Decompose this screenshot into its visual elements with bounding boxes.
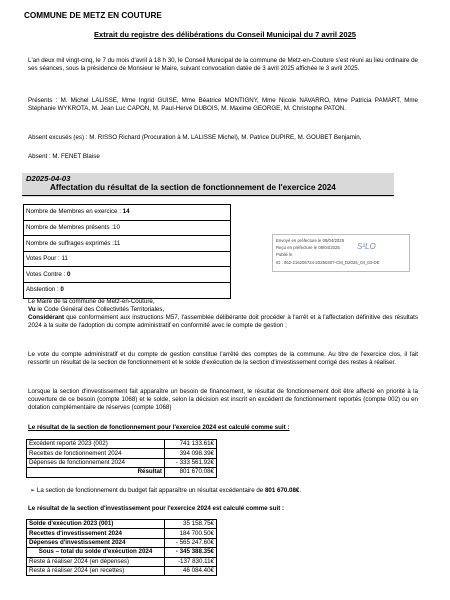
row-value: 184 700.50€	[165, 529, 217, 538]
row-value: - 333 561.92€	[165, 458, 217, 467]
votes-row	[24, 267, 231, 283]
table-row	[27, 557, 217, 566]
intro-paragraph: L'an deux mil vingt-cinq, le 7 du mois d'avril à 18 h 30, le Conseil Municipal de la commune de Metz-en-Couture s'est réuni au lieu ordinaire de ses séances, sous la présidence de Monsieur le Maire, suivant convocation datée de 3 avril 2025 affichée le 3 avril 2025.	[28, 57, 418, 72]
votes-label: Nombre de Membres en exercice :	[26, 208, 123, 216]
row-value: - 345 388.35€	[165, 548, 217, 557]
vu-line	[28, 306, 418, 314]
fonctionnement-summary	[30, 487, 420, 495]
investissement-table	[26, 519, 217, 576]
absent-line: Absent : M. FENET Blaise	[28, 153, 100, 160]
row-value: 35 158.75€	[165, 520, 217, 529]
votes-label: Votes Pour :	[26, 255, 62, 263]
fonctionnement-heading: Le résultat de la section de fonctionnement pour l'exercice 2024 est calculé comme suit :	[28, 424, 290, 431]
considerant-label: Considérant	[28, 314, 65, 321]
row-label: Recettes d'investissement 2024	[27, 529, 165, 538]
row-label: Résultat	[27, 468, 165, 477]
table-row	[27, 529, 217, 538]
row-label: Dépenses de fonctionnement 2024	[27, 458, 165, 467]
extract-title: Extrait du registre des délibérations du Conseil Municipal du 7 avril 2025	[93, 30, 357, 39]
prefecture-stamp	[272, 234, 410, 272]
stamp-received-line: Reçu en préfecture le 08/04/2025	[276, 245, 340, 251]
row-value: 741 133.61€	[165, 440, 217, 449]
vu-label: Vu	[28, 306, 36, 313]
row-label: Reste à réaliser 2024 (en dépenses)	[27, 557, 165, 566]
votes-value: 0	[66, 270, 71, 278]
votes-value: 0	[60, 286, 64, 294]
table-row	[27, 520, 217, 529]
presents-paragraph: Présents : M. Michel LALISSE, Mme Ingrid GUISE, Mme Béatrice MONTIGNY, Mme Nicole NAVARRO, Mme Patricia PAMART, Mme Stéphanie WYKROTA, M. Jean Luc CAPON, M. Paul-Hervé DUBOIS, M. Maxime GEORGE, M. Christophe PATON.	[28, 97, 418, 112]
table-row	[27, 468, 217, 477]
votes-row	[24, 220, 231, 236]
row-label: Sous – total du solde d'exécution 2024	[27, 548, 165, 557]
stamp-id-line: ID : 062-216205724-20250407-CM_D2025_04_03-DE	[276, 259, 380, 265]
deliberation-number: D2025-04-03	[26, 174, 71, 183]
commune-name: COMMUNE DE METZ EN COUTURE	[24, 11, 162, 20]
table-row	[27, 566, 217, 575]
arrow-bullet-icon: ➢	[30, 487, 37, 494]
vu-text: le Code Général des Collectivités Territoriales,	[35, 306, 165, 313]
summary-text: La section de fonctionnement du budget fait apparaître un résultat excédentaire de	[36, 487, 265, 494]
row-label: Excédent reporté 2023 (002)	[27, 440, 165, 449]
summary-value: 801 670.08€	[264, 487, 300, 494]
votes-label: Nombre de Membres présents :	[26, 224, 114, 232]
votes-value: 11	[113, 239, 121, 247]
votes-table	[23, 204, 231, 299]
slo-logo: S²LO	[357, 242, 376, 251]
row-label: Recettes de fonctionnement 2024	[27, 449, 165, 458]
excuses-paragraph: Absent excusés (es) : M. RISSO Richard (Procuration à M. LALISSE Michel), M. Patrice DUPIRE, M. GOUBET Benjamin,	[28, 134, 362, 141]
summary-suffix: .	[299, 487, 302, 494]
banner-divider	[22, 195, 394, 196]
table-row	[27, 449, 217, 458]
table-row	[27, 440, 217, 449]
votes-row	[24, 205, 231, 221]
vote-paragraph: Le vote du compte administratif et du compte de gestion constitue l'arrêté des comptes de la commune. Au titre de l'exercice clos, il fait ressortir un résultat de la section de fonctionnement et le solde d'exécution de la section d'investissement corrigé des restes à réaliser.	[28, 351, 418, 366]
votes-row	[24, 236, 231, 252]
stamp-sent-line: Envoyé en préfecture le 08/04/2025	[276, 238, 345, 243]
besoin-paragraph: Lorsque la section d'investissement fait apparaître un besoin de financement, le résultat de fonctionnement doit être affecté en priorité à la couverture de ce besoin (compte 1068) et le solde, selon la décision est inscrit en excédent de fonctionnement reportés (compte 002) ou en dotation complémentaire de réserves (compte 1068)	[28, 388, 418, 411]
considerant-paragraph	[28, 314, 418, 330]
votes-label: Votes Contre :	[26, 270, 67, 278]
maire-line: Le Maire de la commune de Metz-en-Couture,	[28, 298, 155, 305]
investissement-heading: Le résultat de la section d'investissement pour l'exercice 2024 est calculé comme suit :	[28, 505, 285, 512]
row-value: 46 084.40€	[165, 566, 217, 575]
votes-label: Abstention :	[26, 286, 61, 294]
deliberation-title: Affectation du résultat de la section de fonctionnement de l'exercice 2024	[50, 183, 336, 192]
votes-row	[24, 251, 231, 267]
table-row	[27, 548, 217, 557]
table-row	[27, 538, 217, 547]
row-label: Dépenses d'investissement 2024	[27, 538, 165, 547]
row-value: -137 830.11€	[165, 557, 217, 566]
row-label: Reste à réaliser 2024 (en recettes)	[27, 566, 165, 575]
votes-row	[24, 282, 231, 298]
row-label: Solde d'exécution 2023 (001)	[27, 520, 165, 529]
fonctionnement-table	[26, 439, 217, 478]
deliberation-banner	[22, 173, 394, 197]
row-value: - 565 247.60€	[165, 538, 217, 547]
votes-label: Nombre de suffrages exprimés :	[26, 239, 114, 247]
votes-value: 10	[113, 224, 120, 232]
votes-value: 11	[61, 255, 68, 263]
table-row	[27, 458, 217, 467]
row-value: 394 098.39€	[165, 449, 217, 458]
votes-value: 14	[122, 208, 130, 216]
row-value: 801 670.08€	[165, 468, 217, 477]
considerant-text: que conformément aux instructions M57, l'assemblée délibérante doit procéder à l'arrêt et à l'affectation définitive des résultats 2024 à la suite de l'adoption du compte administratif en conformité avec le compte de gestion ;	[28, 314, 418, 329]
stamp-published-line: Publié le	[276, 252, 293, 258]
